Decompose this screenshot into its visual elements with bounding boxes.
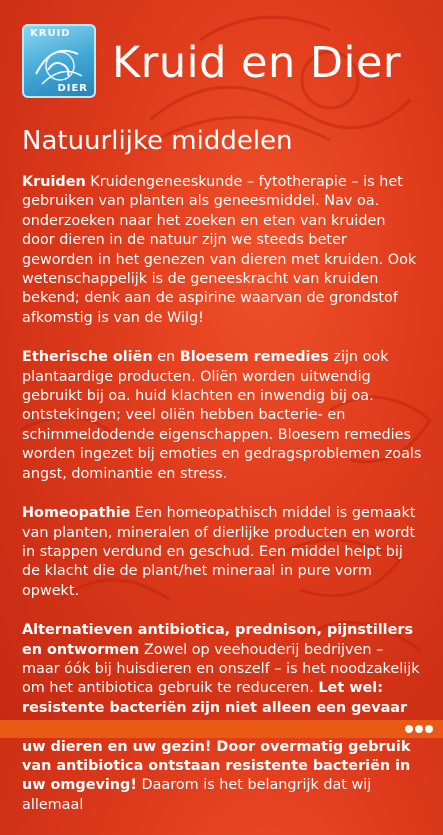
app-header xyxy=(22,24,432,100)
section-text: Zowel op veehouderij bedrijven – maar óók bij huisdieren en onszelf – is het noodzakelijk om het antibiotica gebruik te reduceren. xyxy=(22,641,420,697)
section-connector: en xyxy=(152,349,180,366)
section-oils-remedies xyxy=(22,348,422,484)
section-text: zijn ook plantaardige producten. Oliën worden uitwendig gebruikt bij oa. huid klachten en inwendig bij oa. ontstekingen; veel oliën hebben bacterie- en schimmeldodende eigenschappen. Bloesem remedies worden ingezet bij emoties en gedragsproblemen zoals angst, dominantie en stress. xyxy=(22,349,422,482)
section-homeopathie xyxy=(22,504,422,601)
logo-top-text: KRUID xyxy=(30,28,71,39)
section-kruiden xyxy=(22,173,422,328)
section-heading: Kruiden xyxy=(22,174,86,190)
page-title: Natuurlijke middelen xyxy=(22,126,293,156)
section-heading: Etherische oliën xyxy=(22,349,153,366)
ellipsis-icon[interactable] xyxy=(403,723,435,735)
section-alternatieven xyxy=(22,621,422,815)
logo-bottom-text: DIER xyxy=(57,83,88,94)
section-heading: Alternatieven antibiotica, prednison, pijnstillers en ontwormen xyxy=(22,622,414,658)
app-bar xyxy=(0,720,443,738)
section-text: Een homeopathisch middel is gemaakt van planten, mineralen of dierlijke producten en wordt in stappen verdund en geschud. Een middel helpt bij de klacht die de plant/het mineraal in pure vorm opwekt. xyxy=(22,505,416,599)
section-tail: Daarom is het belangrijk dat wij allemaal xyxy=(22,777,372,813)
section-text: Kruidengeneeskunde – fytotherapie – is het gebruiken van planten als geneesmiddel. Nav oa. onderzoeken naar het zoeken en eten van kruiden door dieren in de natuur zijn we steeds beter geworden in het genezen van dieren met kruiden. Ook wetenschappelijk is de geneeskracht van kruiden bekend; denk aan de aspirine waarvan de grondstof afkomstig is van de Wilg! xyxy=(22,174,417,326)
section-heading-secondary: Bloesem remedies xyxy=(179,349,329,366)
app-logo xyxy=(22,24,96,98)
app-title: Kruid en Dier xyxy=(112,38,402,88)
section-emphasis: Let wel: resistente bacteriën zijn niet alleen een gevaar uw dieren en uw gezin! Door overmatig gebruik van antibiotica ontstaan resistente bacteriën in uw omgeving! xyxy=(22,680,411,794)
section-heading: Homeopathie xyxy=(22,505,131,522)
